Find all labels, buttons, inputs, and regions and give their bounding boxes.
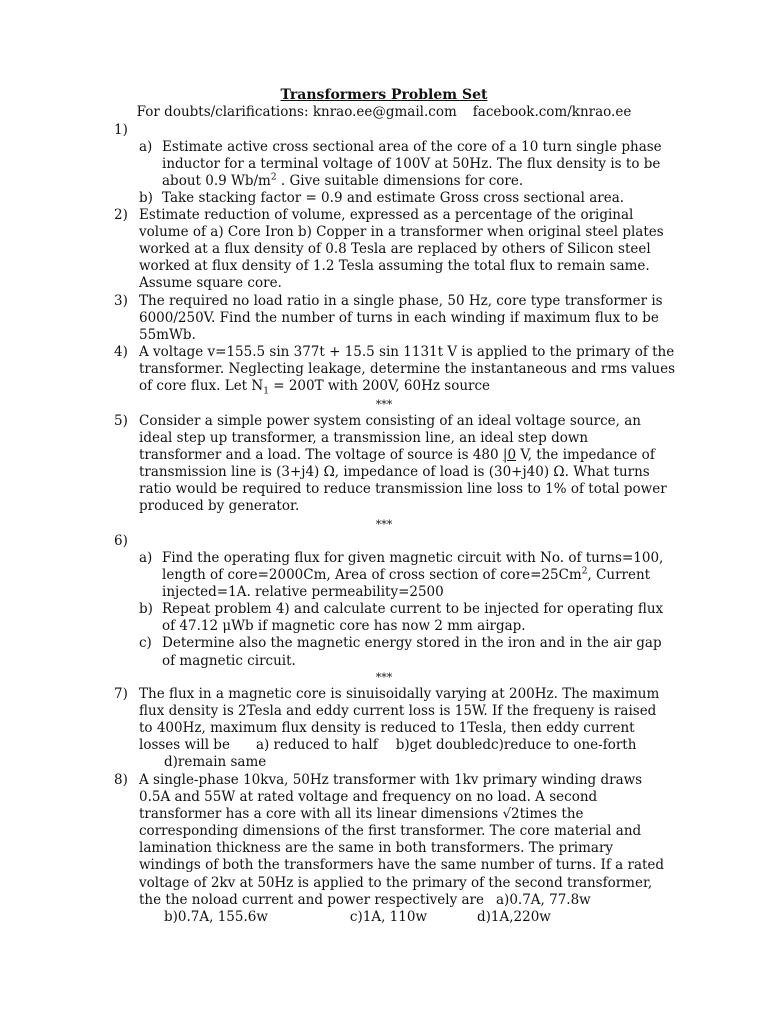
question-text-line: Estimate active cross sectional area of the core of a 10 turn single phase	[162, 139, 662, 155]
question-3	[114, 293, 663, 344]
question-text-line: about 0.9 $Wb/m^2$ . Give suitable dimensions for core.	[162, 172, 524, 190]
subquestion-6c	[139, 635, 662, 669]
question-text-line: The flux in a magnetic core is sinuisoidally varying at 200Hz. The maximum	[139, 686, 660, 702]
question-6	[114, 533, 664, 670]
question-4	[114, 344, 676, 397]
question-text-line: Determine also the magnetic energy stored in the iron and in the air gap	[162, 635, 662, 652]
question-text-line	[139, 909, 654, 926]
question-text-line: flux density is 2Tesla and eddy current loss is 15W. If the frequeny is raised	[139, 703, 657, 720]
subquestion-label: a)	[139, 139, 153, 155]
subquestion-6a	[139, 550, 664, 601]
question-text-line: voltage of 2kv at 50Hz is applied to the primary of the second transformer,	[139, 874, 653, 891]
option-d: d)remain same	[164, 754, 267, 771]
subquestion-label: c)	[139, 635, 152, 652]
subquestion-1a	[139, 139, 662, 190]
question-text-line: Take stacking factor = 0.9 and estimate Gross cross sectional area.	[162, 190, 625, 207]
question-text-line: Repeat problem 4) and calculate current to be injected for operating flux	[162, 601, 664, 618]
question-text-line: ideal step up transformer, a transmission line, an ideal step down	[139, 430, 589, 447]
question-text-line: ratio would be required to reduce transmission line loss to 1% of total power	[139, 481, 667, 498]
question-text-line: windings of both the transformers have the same number of turns. If a rated	[139, 857, 665, 874]
subquestion-label: b)	[139, 601, 153, 618]
question-text-line: Consider a simple power system consisting of an ideal voltage source, an	[139, 413, 641, 429]
question-text-line: The required no load ratio in a single phase, 50 Hz, core type transformer is	[139, 293, 663, 309]
subquestion-6b	[139, 601, 664, 635]
question-number: 2)	[114, 207, 128, 223]
question-number: 4)	[114, 344, 128, 360]
question-2	[114, 207, 664, 292]
question-text-line: lamination thickness are the same in both transformers. The primary	[139, 840, 614, 857]
question-text-line: corresponding dimensions of the first transformer. The core material and	[139, 823, 642, 840]
option-b-c: b)get doubledc)reduce to one-forth	[395, 737, 637, 754]
question-text-line	[139, 754, 654, 771]
question-text-line: Assume square core.	[139, 275, 282, 292]
option-d: d)1A,220w	[477, 908, 551, 925]
question-text-line: transmission line is (3+j4) Ω, impedance of load is (30+j40) Ω. What turns	[139, 464, 650, 481]
subquestion-1b	[139, 190, 654, 207]
question-text-line: to 400Hz, maximum flux density is reduced to 1Tesla, then eddy current	[139, 720, 635, 737]
question-text-line: worked at flux density of 1.2 Tesla assuming the total flux to remain same.	[139, 258, 650, 275]
question-5	[114, 413, 667, 516]
question-1	[114, 122, 662, 207]
question-text-line: injected=1A. relative permeability=2500	[162, 584, 444, 601]
question-text-line: 0.5A and 55W at rated voltage and frequency on no load. A second	[139, 789, 598, 806]
question-8	[114, 772, 665, 926]
question-number: 7)	[114, 686, 128, 702]
question-text-line: transformer. Neglecting leakage, determine the instantaneous and rms values	[139, 361, 676, 378]
option-b: b)0.7A, 155.6w	[164, 908, 268, 925]
section-separator: ***	[375, 518, 393, 531]
question-number: 6)	[114, 533, 128, 549]
option-c: c)1A, 110w	[349, 908, 427, 925]
question-text-line: 55mWb.	[139, 327, 196, 344]
question-text-line: A single-phase 10kva, 50Hz transformer with 1kv primary winding draws	[139, 772, 643, 788]
contact-email: For doubts/clarifications: knrao.ee@gmail.com	[136, 104, 457, 120]
question-text-line: volume of a) Core Iron b) Copper in a transformer when original steel plates	[139, 224, 664, 241]
question-7	[114, 686, 660, 771]
question-text-line: losses will be a) reduced to half b)get doubledc)reduce to one-forth	[139, 737, 637, 754]
question-text-line: 6000/250V. Find the number of turns in each winding if maximum flux to be	[139, 310, 659, 327]
subquestion-label: b)	[139, 190, 153, 207]
question-text-line: produced by generator.	[139, 498, 300, 515]
question-text-line: of magnetic circuit.	[162, 652, 296, 669]
question-text-line: length of core=2000Cm, Area of cross section of $core=25Cm^2$, Current	[162, 566, 651, 584]
contact-facebook: facebook.com/knrao.ee	[472, 104, 632, 120]
question-text-line: Find the operating flux for given magnetic circuit with No. of turns=100,	[162, 550, 664, 566]
section-separator: ***	[375, 398, 393, 411]
question-number: 3)	[114, 293, 128, 309]
question-text-line: transformer and a load. The voltage of source is 480 |0 V, the impedance of	[139, 447, 655, 464]
phase-angle: |0	[502, 447, 517, 464]
page-title: Transformers Problem Set	[280, 87, 488, 103]
question-text-line: the the noload current and power respectively are a)0.7A, 77.8w	[139, 891, 591, 908]
question-text-line: A voltage v=155.5 sin 377t + 15.5 sin 1131t V is applied to the primary of the	[139, 344, 675, 360]
question-text-line: transformer has a core with all its linear dimensions √2times the	[139, 806, 584, 823]
contact-line	[0, 104, 768, 121]
option-a: a)0.7A, 77.8w	[496, 891, 591, 908]
question-text-line: worked at a flux density of 0.8 Tesla are replaced by others of Silicon steel	[139, 241, 651, 258]
section-separator: ***	[375, 671, 393, 684]
question-text-line: of core flux. Let $N_1 = 200T$ with 200V, 60Hz source	[139, 378, 491, 397]
subquestion-label: a)	[139, 550, 153, 566]
question-number: 8)	[114, 772, 128, 788]
question-text-line: inductor for a terminal voltage of 100V at 50Hz. The flux density is to be	[162, 156, 661, 173]
question-number: 1)	[114, 122, 128, 138]
question-text-line: of 47.12 μWb if magnetic core has now 2 mm airgap.	[162, 618, 526, 635]
question-number: 5)	[114, 413, 128, 429]
option-a: a) reduced to half	[255, 737, 378, 754]
question-text-line: Estimate reduction of volume, expressed as a percentage of the original	[139, 207, 634, 223]
